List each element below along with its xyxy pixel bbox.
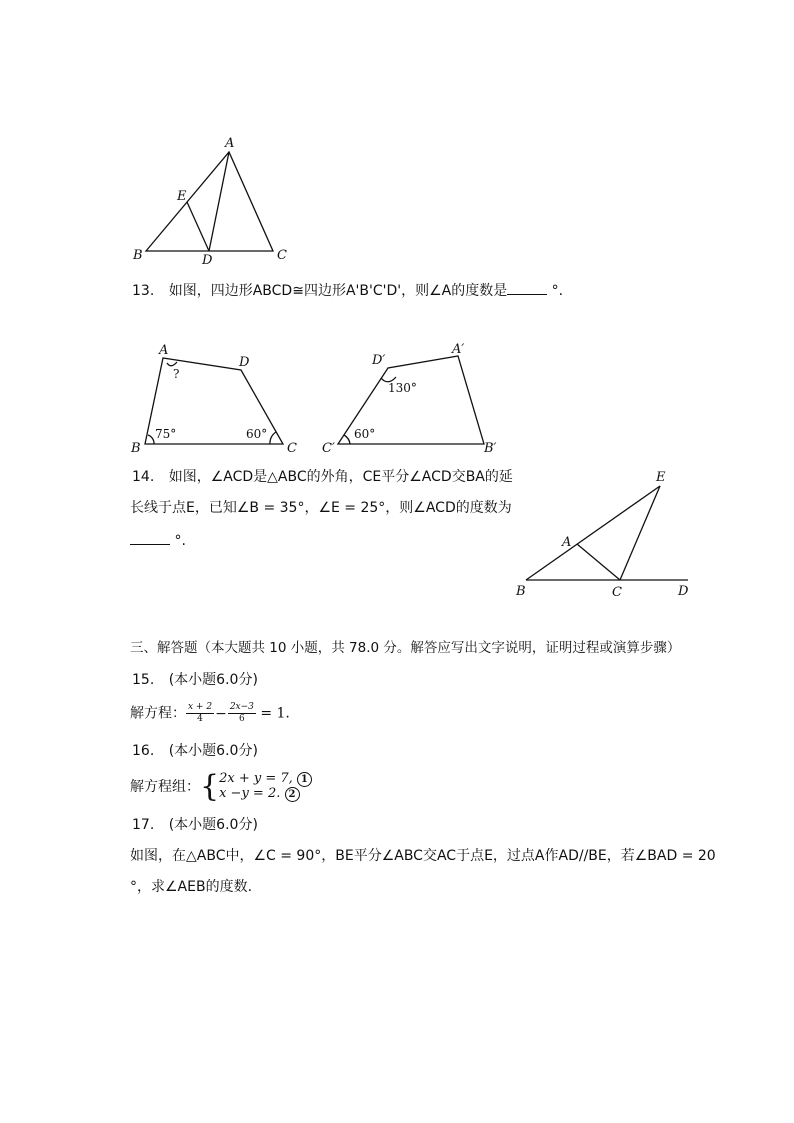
figure-q13-left xyxy=(125,340,305,458)
fig12-label-a: A xyxy=(225,136,235,151)
q16-header xyxy=(132,741,258,761)
q17-text-line1: 如图，在△ABC中，∠C = 90°，BE平分∠ABC交AC于点E，过点A作AD//BE，若∠BAD = 20 xyxy=(130,848,716,864)
q17-score: (本小题6.0分) xyxy=(168,817,258,833)
q13-right-label-b: B′ xyxy=(484,441,497,456)
q14-text-line1: 如图，∠ACD是△ABC的外角，CE平分∠ACD交BA的延 xyxy=(168,469,513,485)
q16-number: 16. xyxy=(132,743,155,759)
q15-fraction-2 xyxy=(228,702,256,725)
q15-equation xyxy=(130,702,290,725)
figure-q14 xyxy=(510,466,700,602)
q15-frac1-num: x + 2 xyxy=(188,702,213,712)
q13-right-angle-d: 130° xyxy=(388,381,417,395)
q14-label-c: C xyxy=(612,585,622,600)
q15-frac2-den: 6 xyxy=(238,714,245,724)
q15-rhs: = 1. xyxy=(260,705,290,722)
q15-header xyxy=(132,670,258,690)
q16-prefix: 解方程组： xyxy=(130,779,200,795)
q13-question xyxy=(132,280,563,301)
q16-eq1: 2x + y = 7, xyxy=(219,771,293,786)
q16-eq2-row xyxy=(219,787,312,802)
q13-left-label-b: B xyxy=(131,441,141,456)
q14-label-d: D xyxy=(678,584,689,599)
q14-answer-blank xyxy=(130,530,170,545)
fig12-label-b: B xyxy=(133,248,143,263)
q15-fraction-1 xyxy=(186,702,214,725)
q17-text-line2: °，求∠AEB的度数. xyxy=(130,879,253,895)
q13-text: 如图，四边形ABCD≅四边形A'B'C'D'，则∠A的度数是 xyxy=(168,283,508,299)
q16-system xyxy=(130,769,312,804)
q13-number: 13. xyxy=(132,283,155,299)
q13-answer-blank xyxy=(507,280,547,295)
figure-q12 xyxy=(125,135,295,265)
q16-score: (本小题6.0分) xyxy=(168,743,258,759)
q16-equations xyxy=(219,772,312,802)
q14-line1 xyxy=(132,467,513,487)
q14-number: 14. xyxy=(132,469,155,485)
q15-prefix: 解方程： xyxy=(130,705,186,722)
q13-left-label-c: C xyxy=(287,441,297,456)
q16-eq2: x −y = 2. xyxy=(219,786,281,801)
q17-number: 17. xyxy=(132,817,155,833)
q14-label-e: E xyxy=(656,470,666,485)
q14-text-line2: 长线于点E，已知∠B = 35°，∠E = 25°，则∠ACD的度数为 xyxy=(130,500,512,516)
q13-right-label-c: C′ xyxy=(322,441,335,456)
q13-right-angle-c: 60° xyxy=(354,427,376,441)
q15-minus: − xyxy=(215,705,227,722)
q15-frac2-num: 2x−3 xyxy=(229,702,254,712)
fig12-label-c: C xyxy=(277,248,287,263)
q15-number: 15. xyxy=(132,672,155,688)
q13-left-angle-a: ? xyxy=(173,367,180,381)
q13-right-label-a: A′ xyxy=(452,342,465,357)
q16-eq2-tag: 2 xyxy=(285,787,300,802)
q15-frac1-den: 4 xyxy=(197,714,203,724)
section-3-title: 三、解答题（本大题共 10 小题，共 78.0 分。解答应写出文字说明，证明过程或演算步骤） xyxy=(130,640,681,656)
q16-brace: { xyxy=(200,769,220,804)
q15-score: (本小题6.0分) xyxy=(168,672,258,688)
q14-suffix: °. xyxy=(174,533,186,549)
q14-answer-line xyxy=(130,530,186,551)
q13-left-label-d: D xyxy=(239,355,250,370)
fig12-label-e: E xyxy=(177,189,187,204)
fig12-label-d: D xyxy=(202,253,213,265)
q14-label-a: A xyxy=(562,535,572,550)
figure-q13-right xyxy=(318,340,508,458)
q14-label-b: B xyxy=(516,584,526,599)
q13-suffix: °. xyxy=(551,283,564,299)
q16-eq1-row xyxy=(219,772,312,787)
q13-left-label-a: A xyxy=(159,343,169,358)
q13-left-angle-c: 60° xyxy=(246,427,268,441)
q16-eq1-tag: 1 xyxy=(297,772,312,787)
q13-right-label-d: D′ xyxy=(372,353,386,368)
q13-left-angle-b: 75° xyxy=(155,427,177,441)
q17-header xyxy=(132,815,258,835)
